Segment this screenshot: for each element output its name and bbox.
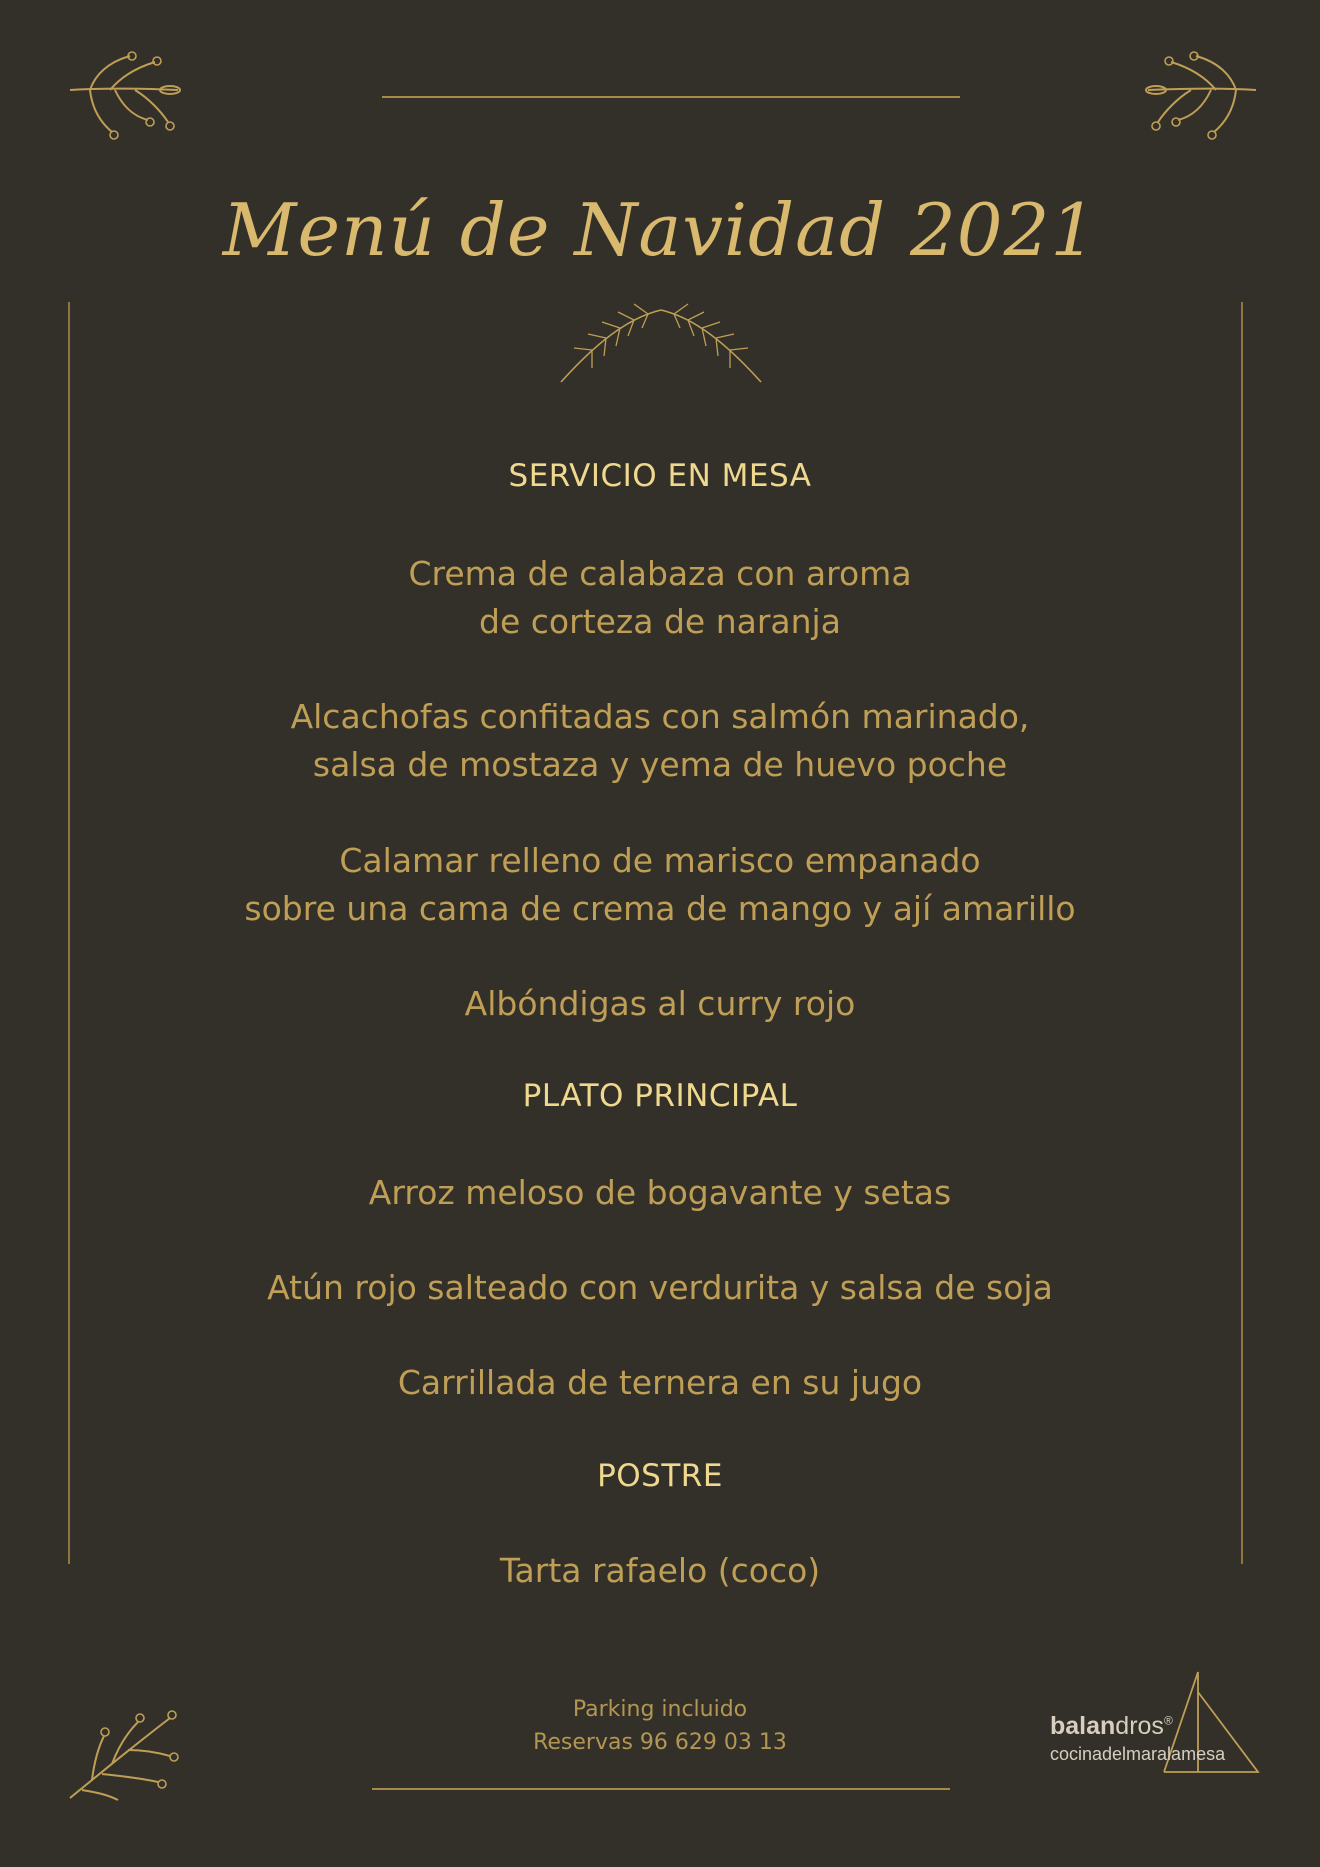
- dish-line: Tarta rafaelo (coco): [499, 1551, 821, 1590]
- dish-line: Crema de calabaza con aroma: [408, 554, 912, 593]
- dish-item: [0, 1264, 1320, 1312]
- section-heading: POSTRE: [597, 1458, 723, 1494]
- logo-name-bold: balan: [1050, 1712, 1116, 1740]
- page-title: Menú de Navidad 2021: [222, 188, 1098, 272]
- dish-line: de corteza de naranja: [479, 602, 841, 641]
- dish-line: Arroz meloso de bogavante y setas: [368, 1173, 952, 1212]
- logo-tagline: cocinadelmaralamesa: [1050, 1744, 1226, 1764]
- top-divider: [382, 96, 960, 98]
- dish-line: Albóndigas al curry rojo: [464, 984, 856, 1023]
- laurel-icon: [556, 302, 766, 386]
- logo-name: [1050, 1712, 1173, 1741]
- bottom-divider: [372, 1788, 950, 1790]
- dish-line: sobre una cama de crema de mango y ají amarillo: [244, 889, 1076, 928]
- dish-item: [0, 693, 1320, 789]
- section-heading: SERVICIO EN MESA: [508, 458, 812, 494]
- dish-item: [0, 1169, 1320, 1217]
- dish-item: [0, 1547, 1320, 1595]
- section-heading: PLATO PRINCIPAL: [522, 1078, 798, 1114]
- parking-note: Parking incluido: [572, 1697, 748, 1722]
- dish-line: salsa de mostaza y yema de huevo poche: [312, 745, 1008, 784]
- top-left-branch-icon: [60, 50, 190, 155]
- dish-line: Calamar relleno de marisco empanado: [339, 841, 981, 880]
- dish-item: [0, 980, 1320, 1028]
- dish-item: [0, 550, 1320, 646]
- dish-line: Carrillada de ternera en su jugo: [397, 1363, 923, 1402]
- dish-line: Atún rojo salteado con verdurita y salsa de soja: [267, 1268, 1053, 1307]
- logo-registered: ®: [1163, 1713, 1173, 1728]
- top-right-branch-icon: [1136, 50, 1266, 155]
- reservation-phone: Reservas 96 629 03 13: [533, 1730, 787, 1755]
- dish-line: Alcachofas confitadas con salmón marinado,: [290, 697, 1030, 736]
- logo-name-regular: dros: [1115, 1712, 1164, 1740]
- balandros-logo: [1046, 1668, 1276, 1798]
- dish-item: [0, 837, 1320, 933]
- dish-item: [0, 1359, 1320, 1407]
